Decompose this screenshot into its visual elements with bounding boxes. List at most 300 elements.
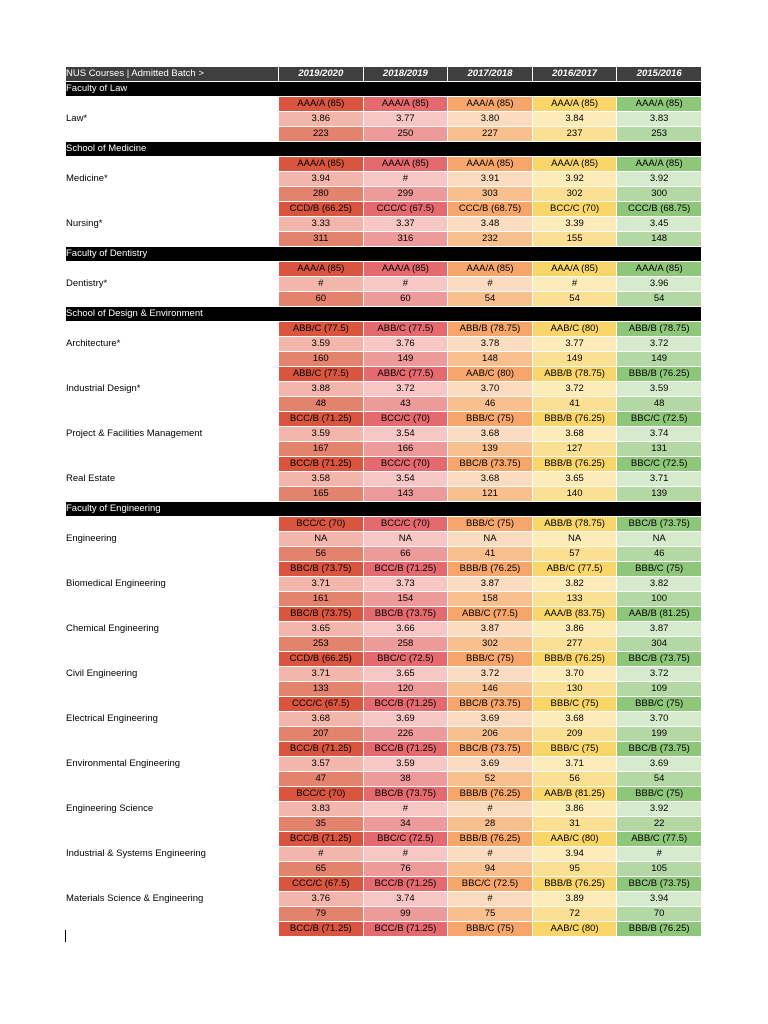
grades-cell: BBC/C (72.5)	[363, 652, 448, 667]
scores-cell: #	[279, 277, 364, 292]
scores-cell: 3.82	[532, 577, 617, 592]
scores-cell: 3.59	[279, 337, 364, 352]
grades-cell: ABB/C (77.5)	[363, 322, 448, 337]
intake-cell: 302	[448, 637, 533, 652]
grades-cell: BBB/B (76.25)	[532, 457, 617, 472]
grades-cell: BBC/B (73.75)	[363, 787, 448, 802]
scores-cell: 3.74	[363, 892, 448, 907]
intake-cell: 207	[279, 727, 364, 742]
grades-cell: BBB/B (76.25)	[532, 877, 617, 892]
grades-cell: BBB/C (75)	[448, 922, 533, 937]
scores-cell: 3.72	[617, 337, 702, 352]
scores-cell: 3.39	[532, 217, 617, 232]
scores-cell: 3.69	[448, 757, 533, 772]
intake-cell: 41	[448, 547, 533, 562]
grades-cell: BCC/C (70)	[279, 517, 364, 532]
section-header-row	[66, 247, 702, 262]
grades-cell: BBC/B (73.75)	[279, 562, 364, 577]
table-row	[66, 412, 702, 427]
section-title: School of Medicine	[66, 142, 702, 157]
scores-cell: 3.92	[617, 802, 702, 817]
section-title: Faculty of Law	[66, 82, 702, 97]
grades-cell: BBB/B (76.25)	[532, 652, 617, 667]
intake-cell: 56	[532, 772, 617, 787]
grades-cell: AAA/A (85)	[363, 157, 448, 172]
grades-cell: BCC/B (71.25)	[279, 742, 364, 757]
section-title: School of Design & Environment	[66, 307, 702, 322]
grades-cell: AAA/A (85)	[617, 157, 702, 172]
course-name	[66, 922, 279, 937]
grades-cell: CCC/B (68.75)	[617, 202, 702, 217]
intake-cell: 237	[532, 127, 617, 142]
scores-cell: 3.86	[532, 802, 617, 817]
scores-cell: 3.77	[532, 337, 617, 352]
table-row	[66, 322, 702, 337]
grades-cell: AAB/C (80)	[448, 367, 533, 382]
intake-cell: 56	[279, 547, 364, 562]
intake-cell: 57	[532, 547, 617, 562]
grades-cell: AAA/B (83.75)	[532, 607, 617, 622]
intake-cell: 253	[279, 637, 364, 652]
scores-cell: 3.87	[448, 577, 533, 592]
grades-cell: BBB/C (75)	[532, 697, 617, 712]
grades-cell: BBC/C (72.5)	[617, 457, 702, 472]
grades-cell: CCC/C (67.5)	[279, 697, 364, 712]
intake-cell: 133	[532, 592, 617, 607]
intake-cell: 60	[279, 292, 364, 307]
grades-cell: BBC/C (72.5)	[363, 832, 448, 847]
grades-cell: BBC/B (73.75)	[279, 607, 364, 622]
scores-cell: NA	[532, 532, 617, 547]
grades-cell: AAA/A (85)	[532, 157, 617, 172]
scores-cell: 3.68	[279, 712, 364, 727]
scores-cell: #	[448, 847, 533, 862]
year-header: 2016/2017	[532, 67, 617, 82]
grades-cell: BBC/B (73.75)	[617, 652, 702, 667]
intake-cell: 140	[532, 487, 617, 502]
grades-cell: BBB/C (75)	[617, 562, 702, 577]
scores-cell: NA	[363, 532, 448, 547]
scores-cell: #	[448, 802, 533, 817]
intake-cell: 199	[617, 727, 702, 742]
intake-cell: 99	[363, 907, 448, 922]
grades-cell: BBB/B (76.25)	[448, 832, 533, 847]
table-row	[66, 517, 702, 532]
course-name: Real Estate	[66, 457, 279, 502]
scores-cell: #	[279, 847, 364, 862]
scores-cell: 3.70	[448, 382, 533, 397]
grades-cell: BBC/C (72.5)	[448, 877, 533, 892]
intake-cell: 253	[617, 127, 702, 142]
grades-cell: ABB/C (77.5)	[363, 367, 448, 382]
scores-cell: 3.89	[532, 892, 617, 907]
intake-cell: 75	[448, 907, 533, 922]
intake-cell: 316	[363, 232, 448, 247]
scores-cell: 3.59	[617, 382, 702, 397]
scores-cell: 3.68	[532, 712, 617, 727]
scores-cell: NA	[448, 532, 533, 547]
scores-cell: NA	[617, 532, 702, 547]
intake-cell: 43	[363, 397, 448, 412]
scores-cell: #	[448, 277, 533, 292]
scores-cell: 3.58	[279, 472, 364, 487]
grades-cell: ABB/C (77.5)	[617, 832, 702, 847]
course-name: Industrial & Systems Engineering	[66, 832, 279, 877]
grades-cell: CCC/B (68.75)	[448, 202, 533, 217]
grades-cell: BBC/B (73.75)	[448, 697, 533, 712]
scores-cell: 3.72	[532, 382, 617, 397]
section-header-row	[66, 82, 702, 97]
course-name: Materials Science & Engineering	[66, 877, 279, 922]
grades-cell: AAA/A (85)	[279, 97, 364, 112]
scores-cell: 3.76	[363, 337, 448, 352]
scores-cell: 3.59	[363, 757, 448, 772]
course-name: Nursing*	[66, 202, 279, 247]
scores-cell: 3.71	[617, 472, 702, 487]
grades-cell: BCC/B (71.25)	[363, 742, 448, 757]
scores-cell: 3.69	[448, 712, 533, 727]
intake-cell: 303	[448, 187, 533, 202]
scores-cell: 3.71	[279, 667, 364, 682]
intake-cell: 304	[617, 637, 702, 652]
scores-cell: 3.91	[448, 172, 533, 187]
scores-cell: 3.74	[617, 427, 702, 442]
intake-cell: 28	[448, 817, 533, 832]
intake-cell: 35	[279, 817, 364, 832]
grades-cell: BBC/B (73.75)	[363, 607, 448, 622]
intake-cell: 54	[532, 292, 617, 307]
intake-cell: 100	[617, 592, 702, 607]
grades-cell: ABB/C (77.5)	[532, 562, 617, 577]
grades-cell: AAB/B (81.25)	[617, 607, 702, 622]
grades-cell: BCC/C (70)	[363, 457, 448, 472]
course-name: Electrical Engineering	[66, 697, 279, 742]
course-name: Medicine*	[66, 157, 279, 202]
intake-cell: 79	[279, 907, 364, 922]
grades-cell: BBB/C (75)	[448, 517, 533, 532]
intake-cell: 130	[532, 682, 617, 697]
intake-cell: 131	[617, 442, 702, 457]
scores-cell: 3.69	[363, 712, 448, 727]
scores-cell: 3.37	[363, 217, 448, 232]
intake-cell: 133	[279, 682, 364, 697]
table-row	[66, 922, 702, 937]
course-name: Biomedical Engineering	[66, 562, 279, 607]
scores-cell: 3.82	[617, 577, 702, 592]
scores-cell: #	[363, 277, 448, 292]
table-row	[66, 202, 702, 217]
scores-cell: 3.72	[363, 382, 448, 397]
grades-cell: BBC/B (73.75)	[448, 457, 533, 472]
grades-cell: BCC/B (71.25)	[363, 562, 448, 577]
grades-cell: BCC/C (70)	[279, 787, 364, 802]
intake-cell: 167	[279, 442, 364, 457]
intake-cell: 277	[532, 637, 617, 652]
table-row	[66, 787, 702, 802]
course-name: Law*	[66, 97, 279, 142]
intake-cell: 94	[448, 862, 533, 877]
intake-cell: 223	[279, 127, 364, 142]
grades-cell: BCC/B (71.25)	[279, 412, 364, 427]
intake-cell: 46	[617, 547, 702, 562]
grades-cell: BCC/B (71.25)	[363, 697, 448, 712]
grades-cell: CCC/C (67.5)	[279, 877, 364, 892]
intake-cell: 302	[532, 187, 617, 202]
intake-cell: 31	[532, 817, 617, 832]
scores-cell: #	[532, 277, 617, 292]
intake-cell: 311	[279, 232, 364, 247]
intake-cell: 34	[363, 817, 448, 832]
scores-cell: 3.71	[279, 577, 364, 592]
intake-cell: 154	[363, 592, 448, 607]
intake-cell: 155	[532, 232, 617, 247]
grades-cell: BBC/C (72.5)	[617, 412, 702, 427]
section-header-row	[66, 502, 702, 517]
intake-cell: 47	[279, 772, 364, 787]
grades-cell: AAA/A (85)	[448, 157, 533, 172]
scores-cell: #	[448, 892, 533, 907]
scores-cell: 3.54	[363, 427, 448, 442]
grades-cell: BCC/C (70)	[363, 412, 448, 427]
grades-cell: BCC/B (71.25)	[279, 457, 364, 472]
course-name: Industrial Design*	[66, 367, 279, 412]
scores-cell: 3.59	[279, 427, 364, 442]
scores-cell: 3.54	[363, 472, 448, 487]
scores-cell: #	[363, 172, 448, 187]
table-left-border	[65, 930, 66, 942]
scores-cell: 3.88	[279, 382, 364, 397]
table-body	[66, 82, 702, 937]
intake-cell: 139	[617, 487, 702, 502]
table-row	[66, 562, 702, 577]
scores-cell: 3.94	[617, 892, 702, 907]
course-name: Dentistry*	[66, 262, 279, 307]
grades-cell: CCC/C (67.5)	[363, 202, 448, 217]
section-title: Faculty of Engineering	[66, 502, 702, 517]
intake-cell: 165	[279, 487, 364, 502]
table-row	[66, 832, 702, 847]
scores-cell: 3.69	[617, 757, 702, 772]
year-header: 2015/2016	[617, 67, 702, 82]
scores-cell: 3.65	[363, 667, 448, 682]
scores-cell: 3.83	[617, 112, 702, 127]
grades-cell: ABB/C (77.5)	[279, 367, 364, 382]
intake-cell: 76	[363, 862, 448, 877]
scores-cell: 3.94	[532, 847, 617, 862]
intake-cell: 48	[617, 397, 702, 412]
scores-cell: #	[363, 802, 448, 817]
scores-cell: 3.80	[448, 112, 533, 127]
grades-cell: BBB/C (75)	[617, 787, 702, 802]
scores-cell: 3.48	[448, 217, 533, 232]
scores-cell: 3.72	[448, 667, 533, 682]
grades-cell: BBB/C (75)	[617, 697, 702, 712]
course-name: Chemical Engineering	[66, 607, 279, 652]
course-name: Project & Facilities Management	[66, 412, 279, 457]
grades-cell: BBB/B (76.25)	[617, 367, 702, 382]
grades-cell: BBB/B (76.25)	[448, 787, 533, 802]
intake-cell: 66	[363, 547, 448, 562]
scores-cell: NA	[279, 532, 364, 547]
grades-cell: BBC/B (73.75)	[617, 877, 702, 892]
course-name: Engineering	[66, 517, 279, 562]
table-row	[66, 262, 702, 277]
grades-cell: AAA/A (85)	[448, 262, 533, 277]
intake-cell: 158	[448, 592, 533, 607]
year-header: 2017/2018	[448, 67, 533, 82]
intake-cell: 148	[617, 232, 702, 247]
header-row	[66, 67, 702, 82]
intake-cell: 54	[617, 292, 702, 307]
intake-cell: 209	[532, 727, 617, 742]
intake-cell: 65	[279, 862, 364, 877]
section-title: Faculty of Dentistry	[66, 247, 702, 262]
grades-cell: BCC/C (70)	[363, 517, 448, 532]
grades-cell: CCD/B (66.25)	[279, 202, 364, 217]
intake-cell: 54	[617, 772, 702, 787]
year-header: 2018/2019	[363, 67, 448, 82]
intake-cell: 166	[363, 442, 448, 457]
grades-cell: CCD/B (66.25)	[279, 652, 364, 667]
intake-cell: 54	[448, 292, 533, 307]
course-name: Civil Engineering	[66, 652, 279, 697]
intake-cell: 22	[617, 817, 702, 832]
scores-cell: 3.92	[617, 172, 702, 187]
intake-cell: 149	[532, 352, 617, 367]
scores-cell: 3.96	[617, 277, 702, 292]
scores-cell: 3.68	[448, 427, 533, 442]
grades-cell: BBB/B (76.25)	[532, 412, 617, 427]
scores-cell: 3.86	[279, 112, 364, 127]
scores-cell: #	[617, 847, 702, 862]
course-name: Architecture*	[66, 322, 279, 367]
scores-cell: 3.78	[448, 337, 533, 352]
grades-cell: BBC/B (73.75)	[617, 742, 702, 757]
intake-cell: 226	[363, 727, 448, 742]
admission-grades-table	[65, 66, 702, 937]
grades-cell: AAA/A (85)	[617, 97, 702, 112]
intake-cell: 105	[617, 862, 702, 877]
intake-cell: 52	[448, 772, 533, 787]
intake-cell: 121	[448, 487, 533, 502]
grades-cell: AAA/A (85)	[532, 262, 617, 277]
scores-cell: 3.66	[363, 622, 448, 637]
table-row	[66, 652, 702, 667]
intake-cell: 227	[448, 127, 533, 142]
intake-cell: 232	[448, 232, 533, 247]
table-row	[66, 742, 702, 757]
scores-cell: 3.73	[363, 577, 448, 592]
grades-cell: AAA/A (85)	[363, 97, 448, 112]
grades-cell: AAA/A (85)	[279, 262, 364, 277]
scores-cell: 3.70	[532, 667, 617, 682]
scores-cell: 3.72	[617, 667, 702, 682]
grades-cell: AAB/B (81.25)	[532, 787, 617, 802]
grades-cell: AAA/A (85)	[448, 97, 533, 112]
grades-cell: AAB/C (80)	[532, 832, 617, 847]
intake-cell: 258	[363, 637, 448, 652]
grades-cell: AAB/C (80)	[532, 322, 617, 337]
intake-cell: 300	[617, 187, 702, 202]
scores-cell: 3.77	[363, 112, 448, 127]
scores-cell: 3.86	[532, 622, 617, 637]
scores-cell: 3.71	[532, 757, 617, 772]
grades-cell: BBB/C (75)	[448, 412, 533, 427]
grades-cell: BBB/C (75)	[532, 742, 617, 757]
table-row	[66, 697, 702, 712]
scores-cell: 3.68	[532, 427, 617, 442]
grades-cell: BCC/C (70)	[532, 202, 617, 217]
intake-cell: 48	[279, 397, 364, 412]
grades-cell: AAA/A (85)	[363, 262, 448, 277]
scores-cell: 3.92	[532, 172, 617, 187]
intake-cell: 143	[363, 487, 448, 502]
section-header-row	[66, 307, 702, 322]
grades-cell: ABB/C (77.5)	[279, 322, 364, 337]
intake-cell: 161	[279, 592, 364, 607]
grades-cell: AAB/C (80)	[532, 922, 617, 937]
grades-cell: ABB/B (78.75)	[448, 322, 533, 337]
grades-cell: AAA/A (85)	[532, 97, 617, 112]
intake-cell: 41	[532, 397, 617, 412]
intake-cell: 139	[448, 442, 533, 457]
intake-cell: 148	[448, 352, 533, 367]
intake-cell: 160	[279, 352, 364, 367]
intake-cell: 280	[279, 187, 364, 202]
header-label: NUS Courses | Admitted Batch >	[66, 67, 279, 82]
intake-cell: 206	[448, 727, 533, 742]
scores-cell: 3.87	[448, 622, 533, 637]
table-row	[66, 97, 702, 112]
grades-cell: AAA/A (85)	[279, 157, 364, 172]
section-header-row	[66, 142, 702, 157]
table-row	[66, 607, 702, 622]
year-header: 2019/2020	[279, 67, 364, 82]
intake-cell: 70	[617, 907, 702, 922]
scores-cell: 3.83	[279, 802, 364, 817]
intake-cell: 120	[363, 682, 448, 697]
intake-cell: 127	[532, 442, 617, 457]
scores-cell: 3.57	[279, 757, 364, 772]
scores-cell: 3.87	[617, 622, 702, 637]
intake-cell: 109	[617, 682, 702, 697]
grades-cell: BBC/B (73.75)	[448, 742, 533, 757]
intake-cell: 149	[363, 352, 448, 367]
intake-cell: 250	[363, 127, 448, 142]
table-row	[66, 157, 702, 172]
intake-cell: 146	[448, 682, 533, 697]
scores-cell: 3.68	[448, 472, 533, 487]
intake-cell: 72	[532, 907, 617, 922]
grades-cell: BBB/C (75)	[448, 652, 533, 667]
scores-cell: 3.70	[617, 712, 702, 727]
grades-cell: AAA/A (85)	[617, 262, 702, 277]
grades-cell: BBB/B (76.25)	[448, 562, 533, 577]
intake-cell: 95	[532, 862, 617, 877]
scores-cell: 3.65	[279, 622, 364, 637]
grades-cell: BBC/B (73.75)	[617, 517, 702, 532]
grades-cell: BCC/B (71.25)	[279, 922, 364, 937]
grades-cell: BCC/B (71.25)	[363, 922, 448, 937]
intake-cell: 60	[363, 292, 448, 307]
grades-cell: ABB/C (77.5)	[448, 607, 533, 622]
intake-cell: 299	[363, 187, 448, 202]
grades-cell: BCC/B (71.25)	[279, 832, 364, 847]
scores-cell: 3.84	[532, 112, 617, 127]
scores-cell: 3.65	[532, 472, 617, 487]
intake-cell: 46	[448, 397, 533, 412]
intake-cell: 149	[617, 352, 702, 367]
